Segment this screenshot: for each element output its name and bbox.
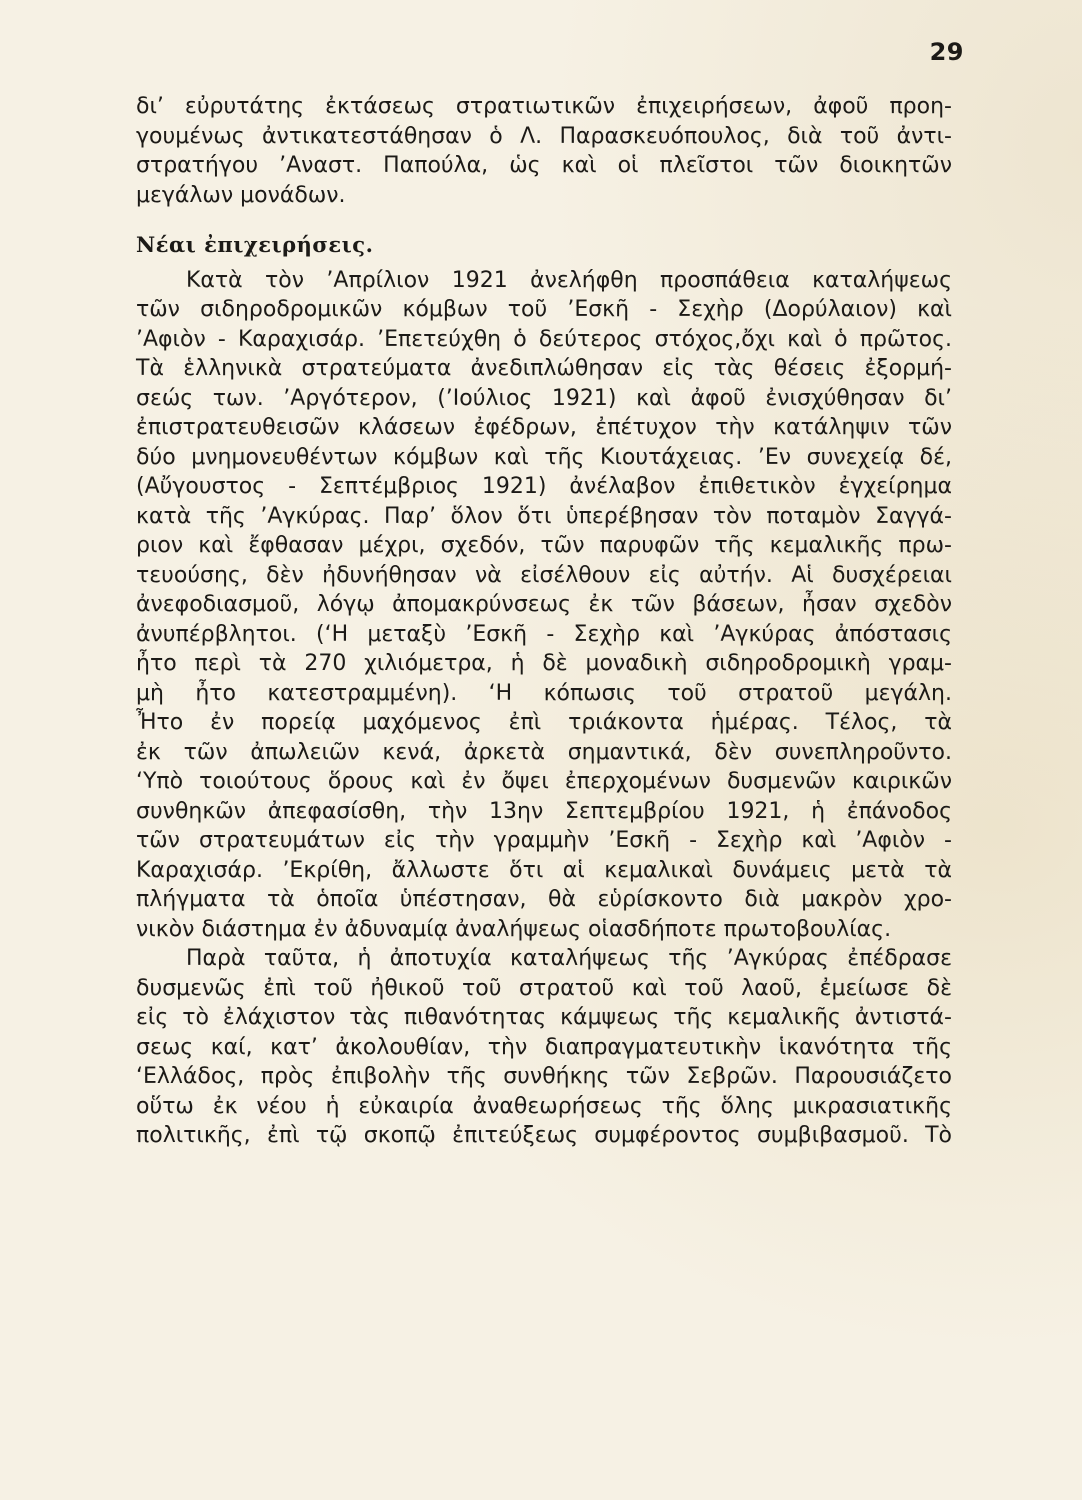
text-line: οὕτω ἐκ νέου ἡ εὐκαιρία ἀναθεωρήσεως τῆς ὅλης μικρασιατικῆς — [136, 1093, 952, 1119]
text-line: γουμένως ἀντικατεστάθησαν ὁ Λ. Παρασκευόπουλος, διὰ τοῦ ἀντι- — [136, 123, 952, 149]
text-line: Παρὰ ταῦτα, ἡ ἀποτυχία καταλήψεως τῆς ’Αγκύρας ἐπέδρασε — [186, 946, 952, 971]
text-line: μὴ ἦτο κατεστραμμένη). ‘Η κόπωσις τοῦ στρατοῦ μεγάλη. — [136, 680, 952, 706]
text-line: Κατὰ τὸν ’Απρίλιον 1921 ἀνελήφθη προσπάθεια καταλήψεως — [186, 267, 952, 293]
text-line: Τὰ ἑλληνικὰ στρατεύματα ἀνεδιπλώθησαν εἰς τὰς θέσεις ἐξορμή- — [136, 356, 952, 381]
page-number: 29 — [929, 38, 964, 66]
text-line: εἰς τὸ ἐλάχιστον τὰς πιθανότητας κάμψεως τῆς κεμαλικῆς ἀντιστά- — [136, 1005, 952, 1030]
text-line: ἀνεφοδιασμοῦ, λόγῳ ἀπομακρύνσεως ἐκ τῶν βάσεων, ἦσαν σχεδὸν — [136, 592, 952, 617]
paragraph-consequences — [136, 944, 952, 1151]
text-line: τευούσης, δὲν ἠδυνήθησαν νὰ εἰσέλθουν εἰς αὐτήν. Αἱ δυσχέρειαι — [136, 562, 952, 588]
text-line: ἐπιστρατευθεισῶν κλάσεων ἐφέδρων, ἐπέτυχον τὴν κατάληψιν τῶν — [136, 415, 952, 440]
text-line: μεγάλων μονάδων. — [136, 182, 346, 208]
text-line: νικὸν διάστημα ἐν ἀδυναμίᾳ ἀναλήψεως οἱασδήποτε πρωτοβουλίας. — [136, 916, 892, 942]
text-line: στρατήγου ’Αναστ. Παπούλα, ὡς καὶ οἱ πλεῖστοι τῶν διοικητῶν — [136, 153, 952, 178]
page-body — [136, 92, 952, 1151]
text-line: δύο μνημονευθέντων κόμβων καὶ τῆς Κιουτάχειας. ’Εν συνεχείᾳ δέ, — [136, 444, 952, 470]
text-line: δυσμενῶς ἐπὶ τοῦ ἠθικοῦ τοῦ στρατοῦ καὶ τοῦ λαοῦ, ἐμείωσε δὲ — [136, 975, 952, 1001]
text-line: πολιτικῆς, ἐπὶ τῷ σκοπῷ ἐπιτεύξεως συμφέροντος συμβιβασμοῦ. Τὸ — [136, 1123, 952, 1148]
text-line: σεώς των. ’Αργότερον, (’Ιούλιος 1921) καὶ ἀφοῦ ἐνισχύθησαν δι’ — [136, 385, 952, 411]
text-line: ἀνυπέρβλητοι. (‘Η μεταξὺ ’Εσκῆ - Σεχὴρ καὶ ’Αγκύρας ἀπόστασις — [136, 621, 952, 647]
text-line: συνθηκῶν ἀπεφασίσθη, τὴν 13ην Σεπτεμβρίου 1921, ἡ ἐπάνοδος — [136, 798, 952, 824]
text-line: Ἦτο ἐν πορείᾳ μαχόμενος ἐπὶ τριάκοντα ἡμέρας. Τέλος, τὰ — [136, 710, 952, 735]
section-heading: Νέαι ἐπιχειρήσεις. — [136, 232, 374, 257]
text-line: σεως καί, κατ’ ἀκολουθίαν, τὴν διαπραγματευτικὴν ἱκανότητα τῆς — [136, 1034, 952, 1060]
paragraph-new-operations — [136, 266, 952, 945]
text-line: ‘Ελλάδος, πρὸς ἐπιβολὴν τῆς συνθήκης τῶν Σεβρῶν. Παρουσιάζετο — [136, 1064, 952, 1089]
text-line: ἦτο περὶ τὰ 270 χιλιόμετρα, ἡ δὲ μοναδικὴ σιδηροδρομικὴ γραμ- — [136, 651, 952, 676]
text-line: ριον καὶ ἔφθασαν μέχρι, σχεδόν, τῶν παρυφῶν τῆς κεμαλικῆς πρω- — [136, 533, 952, 558]
text-line: τῶν σιδηροδρομικῶν κόμβων τοῦ ’Εσκῆ - Σεχὴρ (Δορύλαιον) καὶ — [136, 297, 952, 322]
text-line: ἐκ τῶν ἀπωλειῶν κενά, ἀρκετὰ σημαντικά, δὲν συνεπληροῦντο. — [136, 739, 952, 765]
text-line: πλήγματα τὰ ὁποῖα ὑπέστησαν, θὰ εὑρίσκοντο διὰ μακρὸν χρο- — [136, 887, 952, 912]
text-line: ’Αφιὸν - Καραχισάρ. ’Επετεύχθη ὁ δεύτερος στόχος,ὄχι καὶ ὁ πρῶτος. — [136, 326, 952, 352]
text-line: (Αὔγουστος - Σεπτέμβριος 1921) ἀνέλαβον ἐπιθετικὸν ἐγχείρημα — [136, 474, 952, 499]
text-line: ‘Υπὸ τοιούτους ὅρους καὶ ἐν ὄψει ἐπερχομένων δυσμενῶν καιρικῶν — [136, 769, 952, 794]
text-line: δι’ εὐρυτάτης ἐκτάσεως στρατιωτικῶν ἐπιχειρήσεων, ἀφοῦ προη- — [136, 94, 952, 119]
text-line: τῶν στρατευμάτων εἰς τὴν γραμμὴν ’Εσκῆ - Σεχὴρ καὶ ’Αφιὸν - — [136, 828, 952, 853]
text-line: κατὰ τῆς ’Αγκύρας. Παρ’ ὅλον ὅτι ὑπερέβησαν τὸν ποταμὸν Σαγγά- — [136, 503, 952, 529]
text-line: Καραχισάρ. ’Εκρίθη, ἄλλωστε ὅτι αἱ κεμαλικαὶ δυνάμεις μετὰ τὰ — [136, 857, 952, 883]
paragraph-intro — [136, 92, 952, 210]
